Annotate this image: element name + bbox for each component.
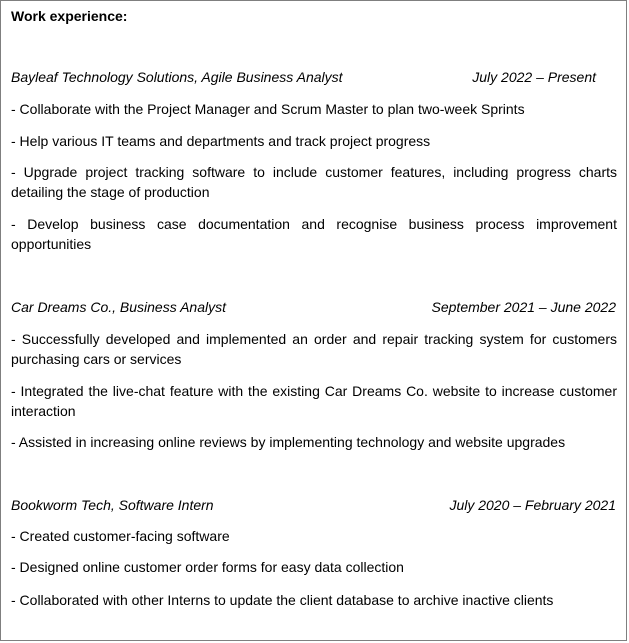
job-header <box>11 297 616 317</box>
job-title: Bookworm Tech, Software Intern <box>11 497 214 513</box>
job-title: Car Dreams Co., Business Analyst <box>11 299 226 315</box>
job-bullet: - Develop business case documentation and recognise business process improvement opportunities <box>11 216 617 252</box>
job-dates: July 2022 – Present <box>472 69 596 85</box>
job-header <box>11 495 616 515</box>
job-bullet: - Integrated the live-chat feature with the existing Car Dreams Co. website to increase customer interaction <box>11 383 617 419</box>
job-header <box>11 67 616 87</box>
job-bullet: - Help various IT teams and departments and track project progress <box>11 133 431 149</box>
job-bullet: - Upgrade project tracking software to include customer features, including progress charts detailing the stage of production <box>11 164 617 200</box>
job-bullet: - Created customer-facing software <box>11 528 230 544</box>
job-title: Bayleaf Technology Solutions, Agile Business Analyst <box>11 69 343 85</box>
job-dates: July 2020 – February 2021 <box>449 497 616 513</box>
job-bullet: - Assisted in increasing online reviews by implementing technology and website upgrades <box>11 434 566 450</box>
job-bullet: - Collaborate with the Project Manager and Scrum Master to plan two-week Sprints <box>11 101 525 117</box>
job-bullet: - Successfully developed and implemented an order and repair tracking system for customers purchasing cars or services <box>11 331 617 367</box>
job-dates: September 2021 – June 2022 <box>431 299 616 315</box>
job-bullet: - Collaborated with other Interns to update the client database to archive inactive clients <box>11 592 554 608</box>
section-title: Work experience: <box>11 8 128 24</box>
job-bullet: - Designed online customer order forms for easy data collection <box>11 559 404 575</box>
